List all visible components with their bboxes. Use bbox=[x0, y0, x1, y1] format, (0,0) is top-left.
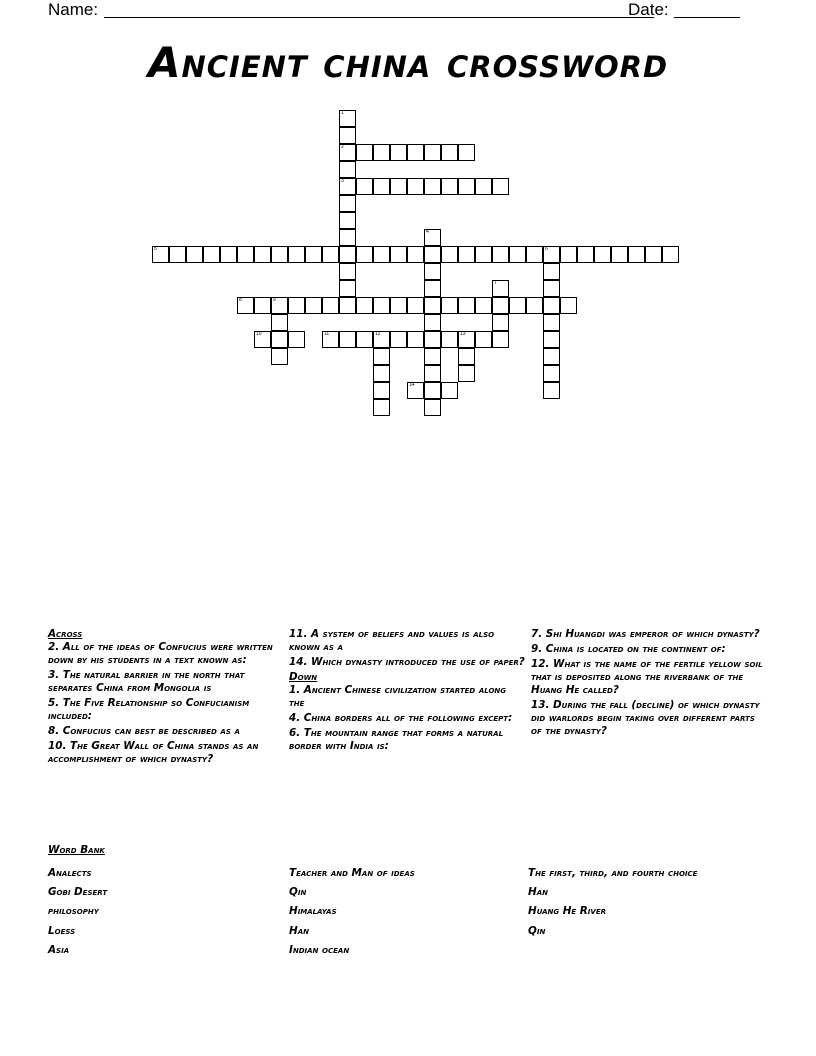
crossword-cell[interactable] bbox=[407, 144, 424, 161]
clue-down-1: 1. Ancient Chinese civilization started along the bbox=[289, 684, 507, 709]
crossword-cell[interactable] bbox=[475, 297, 492, 314]
word-bank-item: Han bbox=[528, 886, 548, 899]
word-bank-item: Han bbox=[289, 924, 309, 937]
crossword-cell[interactable] bbox=[390, 178, 407, 195]
crossword-cell[interactable] bbox=[458, 297, 475, 314]
word-bank-column-3 bbox=[528, 864, 768, 941]
clue-number: 8 bbox=[239, 297, 242, 303]
crossword-cell[interactable] bbox=[458, 144, 475, 161]
word-bank-item: Gobi Desert bbox=[48, 886, 108, 899]
crossword-cell[interactable] bbox=[475, 331, 492, 348]
clue-number: 13 bbox=[460, 331, 466, 337]
crossword-cell[interactable] bbox=[475, 246, 492, 263]
crossword-cell[interactable] bbox=[339, 246, 356, 263]
crossword-cell[interactable] bbox=[407, 178, 424, 195]
down-heading: Down bbox=[289, 671, 318, 683]
clue-number: 7 bbox=[494, 280, 497, 286]
word-bank-item: Teacher and Man of ideas bbox=[289, 867, 415, 879]
crossword-cell[interactable] bbox=[543, 263, 560, 280]
crossword-cell[interactable] bbox=[594, 246, 611, 263]
crossword-cell[interactable] bbox=[526, 246, 543, 263]
crossword-cell[interactable] bbox=[441, 382, 458, 399]
crossword-cell[interactable] bbox=[509, 246, 526, 263]
clue-across-11: 11. A system of beliefs and values is also known as a bbox=[289, 628, 495, 653]
word-bank-item: philosophy bbox=[48, 905, 99, 918]
crossword-cell[interactable] bbox=[271, 314, 288, 331]
crossword-cell[interactable] bbox=[339, 127, 356, 144]
word-bank-item: Analects bbox=[48, 867, 92, 879]
crossword-cell[interactable] bbox=[339, 297, 356, 314]
crossword-cell[interactable] bbox=[339, 161, 356, 178]
crossword-cell[interactable] bbox=[543, 382, 560, 399]
crossword-cell[interactable] bbox=[475, 178, 492, 195]
clue-down-4: 4. China borders all of the following except: bbox=[289, 712, 513, 724]
clue-number: 2 bbox=[341, 144, 344, 150]
crossword-cell[interactable] bbox=[628, 246, 645, 263]
clues-column-3 bbox=[531, 628, 767, 740]
crossword-cell[interactable] bbox=[169, 246, 186, 263]
crossword-cell[interactable] bbox=[492, 297, 509, 314]
crossword-cell[interactable] bbox=[526, 297, 543, 314]
crossword-cell[interactable] bbox=[288, 297, 305, 314]
crossword-cell[interactable] bbox=[339, 212, 356, 229]
crossword-cell[interactable] bbox=[492, 246, 509, 263]
clue-across-2: 2. All of the ideas of Confucius were written down by his students in a text known as: bbox=[48, 641, 273, 666]
clue-number: 11 bbox=[324, 331, 330, 337]
crossword-cell[interactable] bbox=[407, 331, 424, 348]
crossword-cell[interactable] bbox=[305, 246, 322, 263]
crossword-cell[interactable] bbox=[288, 246, 305, 263]
crossword-cell[interactable] bbox=[424, 382, 441, 399]
crossword-cell[interactable] bbox=[441, 144, 458, 161]
crossword-cell[interactable] bbox=[373, 297, 390, 314]
crossword-cell[interactable] bbox=[373, 365, 390, 382]
date-label: Date: bbox=[628, 0, 669, 19]
clue-number: 6 bbox=[545, 246, 548, 252]
crossword-cell[interactable] bbox=[441, 331, 458, 348]
crossword-cell[interactable] bbox=[356, 178, 373, 195]
crossword-cell[interactable] bbox=[339, 331, 356, 348]
clue-across-8: 8. Confucius can best be described as a bbox=[48, 725, 240, 737]
crossword-cell[interactable] bbox=[441, 297, 458, 314]
name-label: Name: bbox=[48, 0, 99, 19]
crossword-cell[interactable] bbox=[407, 297, 424, 314]
crossword-cell[interactable] bbox=[492, 178, 509, 195]
crossword-cell[interactable] bbox=[220, 246, 237, 263]
clue-number: 12 bbox=[375, 331, 381, 337]
crossword-cell[interactable] bbox=[356, 144, 373, 161]
clue-down-6: 6. The mountain range that forms a natural border with India is: bbox=[289, 727, 504, 752]
crossword-cell[interactable] bbox=[577, 246, 594, 263]
clue-number: 1 bbox=[341, 110, 344, 116]
clue-number: 10 bbox=[256, 331, 262, 337]
crossword-cell[interactable] bbox=[203, 246, 220, 263]
across-heading: Across bbox=[48, 628, 83, 640]
word-bank-item: Qin bbox=[289, 886, 307, 899]
word-bank-item: Qin bbox=[528, 924, 546, 937]
crossword-cell[interactable] bbox=[458, 365, 475, 382]
crossword-cell[interactable] bbox=[543, 365, 560, 382]
crossword-cell[interactable] bbox=[424, 263, 441, 280]
word-bank-item: The first, third, and fourth choice bbox=[528, 867, 698, 879]
clue-number: 9 bbox=[273, 297, 276, 303]
crossword-cell[interactable] bbox=[271, 246, 288, 263]
crossword-cell[interactable] bbox=[509, 297, 526, 314]
crossword-cell[interactable] bbox=[356, 331, 373, 348]
crossword-cell[interactable] bbox=[339, 263, 356, 280]
crossword-cell[interactable] bbox=[373, 382, 390, 399]
crossword-cell[interactable] bbox=[339, 280, 356, 297]
crossword-cell[interactable] bbox=[373, 399, 390, 416]
clue-down-12: 12. What is the name of the fertile yellow soil that is deposited along the riverbank of the Huang He called? bbox=[531, 658, 763, 696]
crossword-cell[interactable] bbox=[424, 178, 441, 195]
crossword-cell[interactable] bbox=[186, 246, 203, 263]
word-bank-item: Asia bbox=[48, 943, 70, 956]
crossword-cell[interactable] bbox=[322, 297, 339, 314]
clue-down-9: 9. China is located on the continent of: bbox=[531, 643, 726, 655]
crossword-cell[interactable] bbox=[288, 331, 305, 348]
clues-column-2 bbox=[289, 628, 525, 755]
clue-across-5: 5. The Five Relationship so Confucianism included: bbox=[48, 697, 250, 722]
clue-down-13: 13. During the fall (decline) of which dynasty did warlords begin taking over different parts of the dynasty? bbox=[531, 699, 760, 737]
word-bank-item: Himalayas bbox=[289, 905, 337, 918]
crossword-cell[interactable] bbox=[424, 331, 441, 348]
crossword-cell[interactable] bbox=[373, 348, 390, 365]
clue-number: 4 bbox=[426, 229, 429, 235]
crossword-cell[interactable] bbox=[390, 246, 407, 263]
crossword-cell[interactable] bbox=[543, 280, 560, 297]
crossword-cell[interactable] bbox=[373, 246, 390, 263]
crossword-cell[interactable] bbox=[560, 297, 577, 314]
clue-across-10: 10. The Great Wall of China stands as an accomplishment of which dynasty? bbox=[48, 740, 259, 765]
word-bank-column-2 bbox=[289, 864, 519, 960]
crossword-cell[interactable] bbox=[458, 178, 475, 195]
crossword-cell[interactable] bbox=[424, 144, 441, 161]
clue-down-7: 7. Shi Huangdi was emperor of which dynasty? bbox=[531, 628, 760, 640]
crossword-cell[interactable] bbox=[339, 229, 356, 246]
crossword-cell[interactable] bbox=[339, 195, 356, 212]
crossword-cell[interactable] bbox=[492, 331, 509, 348]
crossword-cell[interactable] bbox=[390, 297, 407, 314]
clue-number: 14 bbox=[409, 382, 415, 388]
crossword-cell[interactable] bbox=[543, 297, 560, 314]
crossword-cell[interactable] bbox=[237, 246, 254, 263]
crossword-cell[interactable] bbox=[373, 178, 390, 195]
page-title: Ancient china crossword bbox=[147, 38, 669, 87]
crossword-cell[interactable] bbox=[424, 365, 441, 382]
crossword-cell[interactable] bbox=[390, 331, 407, 348]
crossword-cell[interactable] bbox=[492, 314, 509, 331]
crossword-cell[interactable] bbox=[271, 331, 288, 348]
crossword-cell[interactable] bbox=[390, 144, 407, 161]
crossword-cell[interactable] bbox=[611, 246, 628, 263]
word-bank-item: Indian ocean bbox=[289, 943, 350, 956]
crossword-cell[interactable] bbox=[322, 246, 339, 263]
crossword-cell[interactable] bbox=[271, 348, 288, 365]
crossword-cell[interactable] bbox=[458, 246, 475, 263]
clue-number: 3 bbox=[341, 178, 344, 184]
crossword-cell[interactable] bbox=[543, 331, 560, 348]
crossword-cell[interactable] bbox=[305, 297, 322, 314]
clue-number: 5 bbox=[154, 246, 157, 252]
crossword-cell[interactable] bbox=[407, 246, 424, 263]
crossword-cell[interactable] bbox=[424, 399, 441, 416]
crossword-cell[interactable] bbox=[356, 246, 373, 263]
crossword-cell[interactable] bbox=[645, 246, 662, 263]
crossword-cell[interactable] bbox=[373, 144, 390, 161]
crossword-grid bbox=[0, 0, 816, 440]
crossword-cell[interactable] bbox=[254, 246, 271, 263]
crossword-cell[interactable] bbox=[441, 178, 458, 195]
crossword-cell[interactable] bbox=[356, 297, 373, 314]
crossword-cell[interactable] bbox=[424, 297, 441, 314]
word-bank-item: Loess bbox=[48, 924, 76, 937]
crossword-cell[interactable] bbox=[424, 348, 441, 365]
crossword-cell[interactable] bbox=[254, 297, 271, 314]
crossword-cell[interactable] bbox=[441, 246, 458, 263]
crossword-cell[interactable] bbox=[543, 314, 560, 331]
word-bank-heading: Word Bank bbox=[48, 844, 105, 856]
crossword-cell[interactable] bbox=[458, 348, 475, 365]
clue-across-14: 14. Which dynasty introduced the use of paper? bbox=[289, 656, 525, 668]
crossword-cell[interactable] bbox=[424, 314, 441, 331]
word-bank-item: Huang He River bbox=[528, 905, 606, 918]
crossword-cell[interactable] bbox=[543, 348, 560, 365]
crossword-cell[interactable] bbox=[424, 280, 441, 297]
crossword-cell[interactable] bbox=[662, 246, 679, 263]
crossword-cell[interactable] bbox=[424, 246, 441, 263]
crossword-cell[interactable] bbox=[560, 246, 577, 263]
word-bank-column-1 bbox=[48, 864, 278, 960]
clues-column-1 bbox=[48, 628, 280, 768]
clue-across-3: 3. The natural barrier in the north that separates China from Mongolia is bbox=[48, 669, 245, 694]
